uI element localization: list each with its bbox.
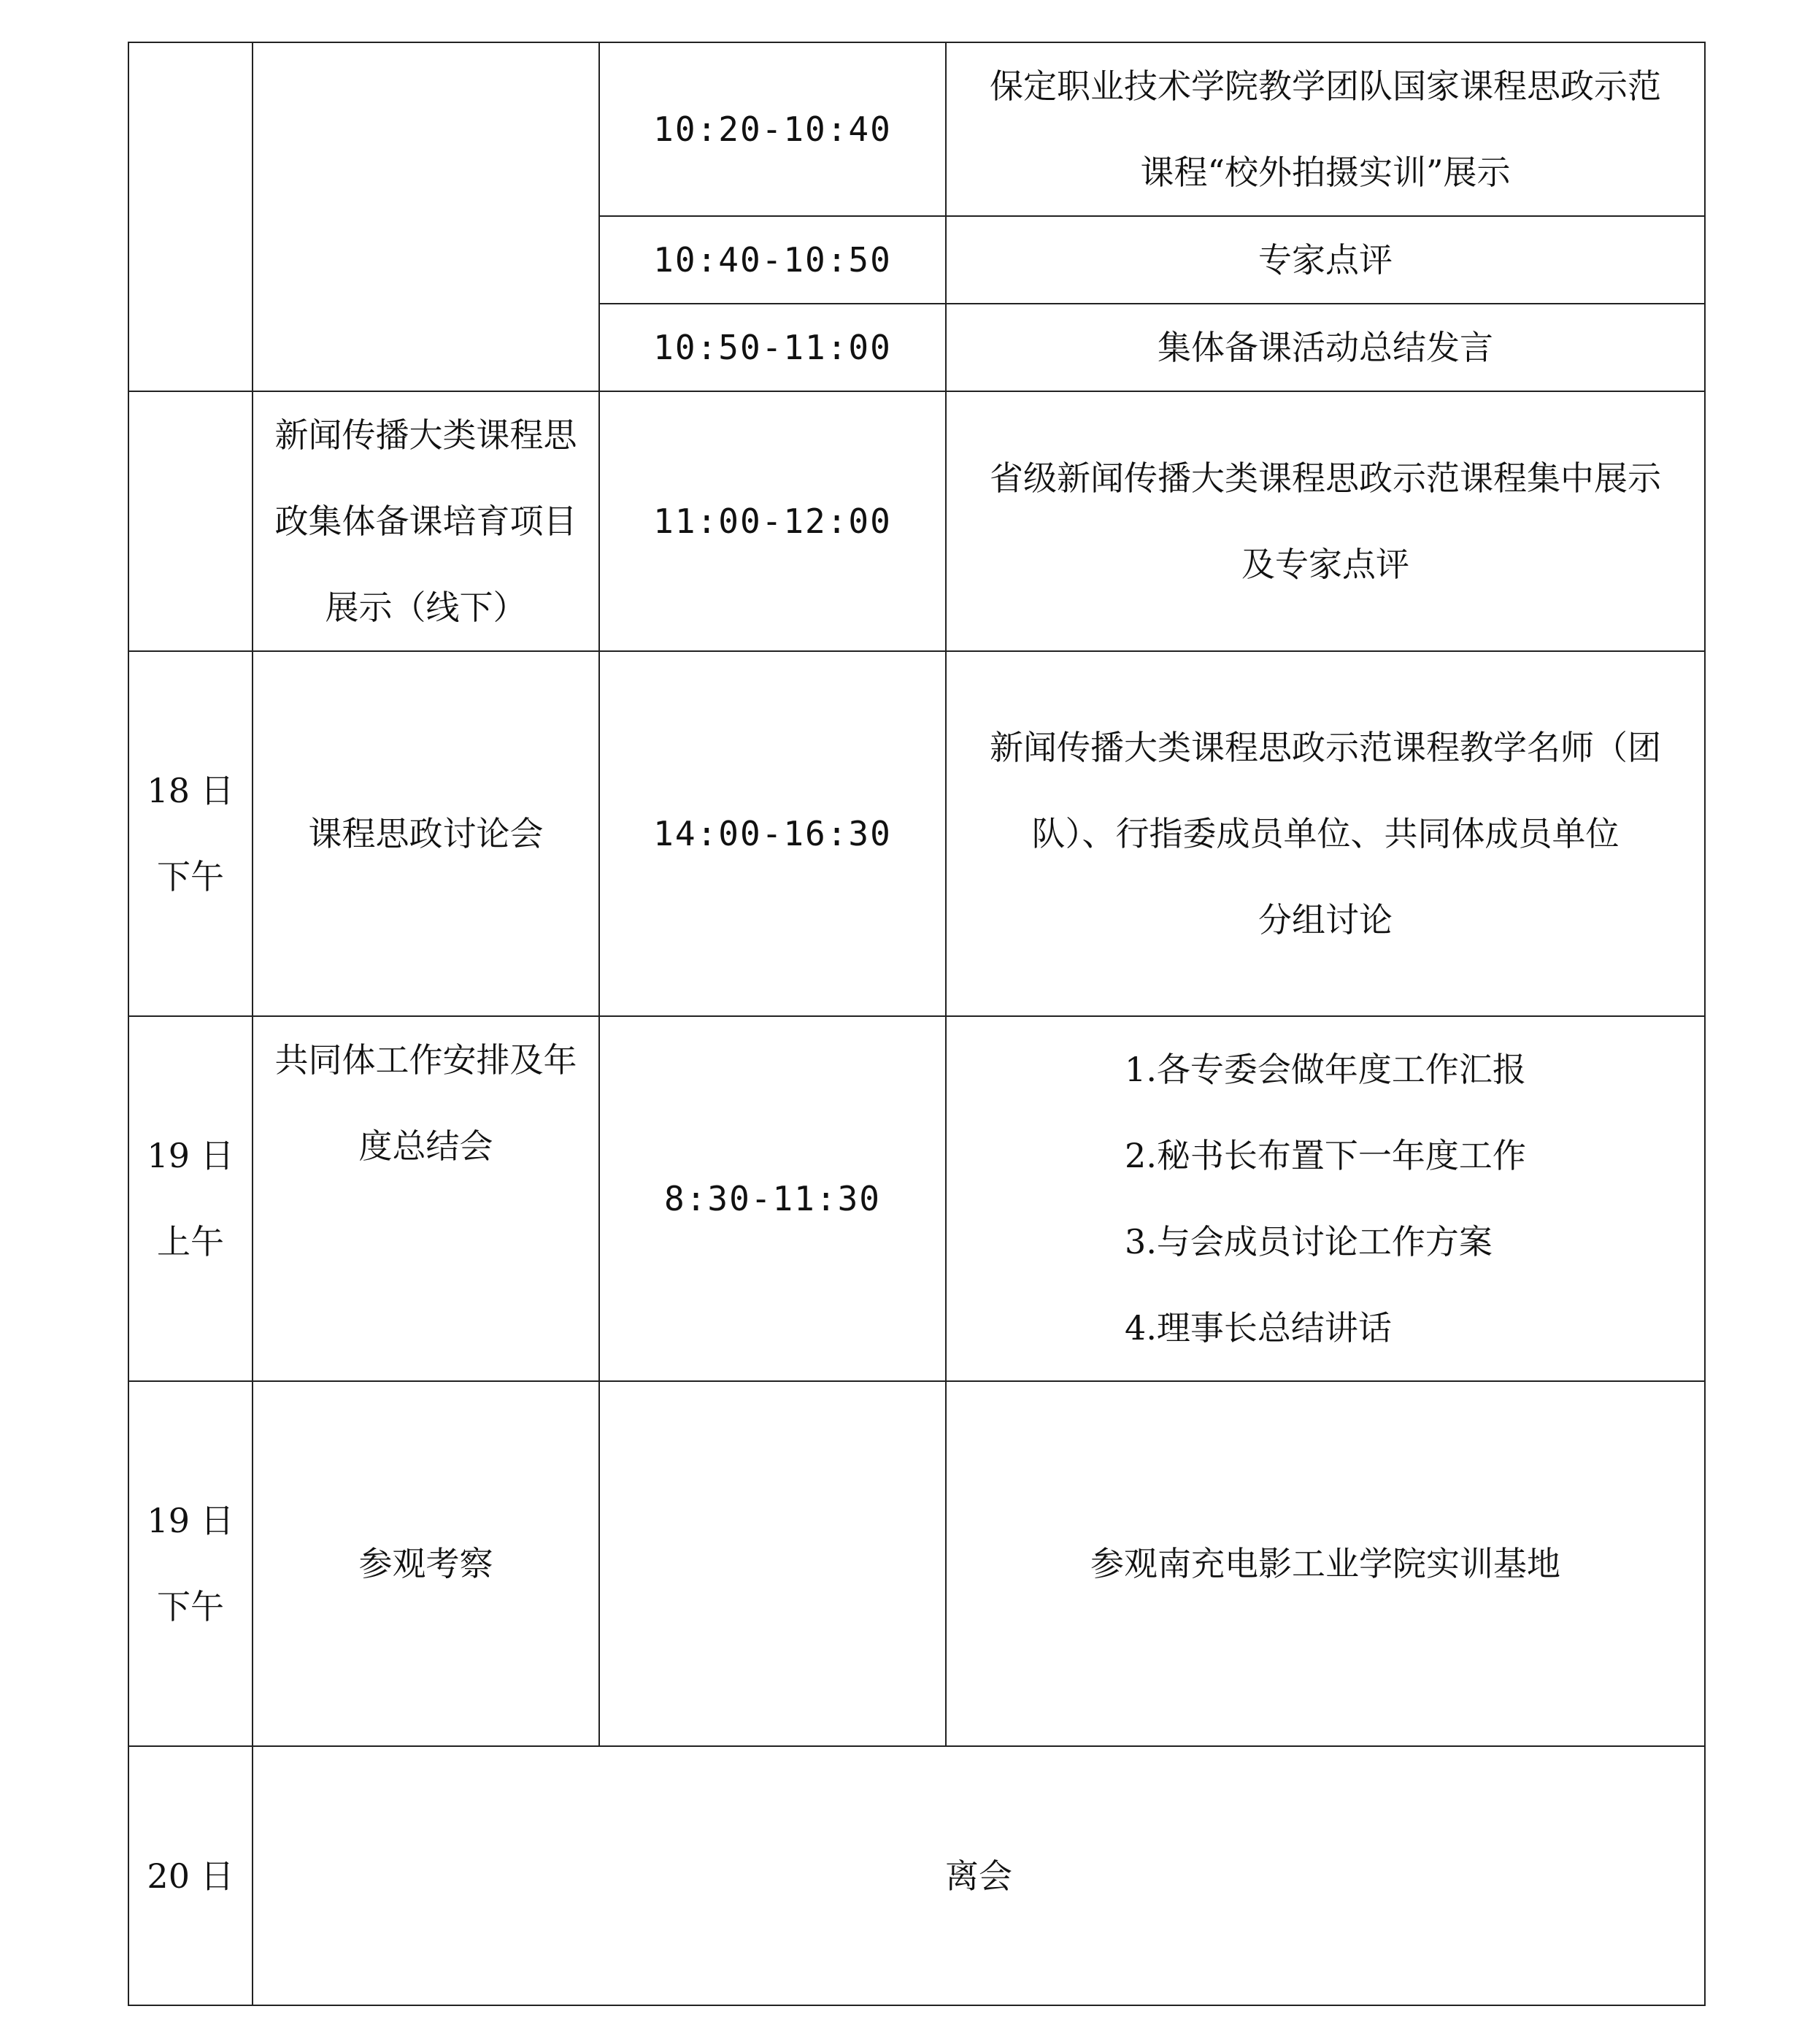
content-text: 集体备课活动总结发言 bbox=[1158, 328, 1493, 367]
day-cell bbox=[128, 1381, 253, 1746]
time-cell bbox=[599, 1381, 946, 1746]
list-item: 3.与会成员讨论工作方案 bbox=[1125, 1222, 1493, 1261]
schedule-table bbox=[128, 42, 1706, 2006]
time-text: 8:30-11:30 bbox=[664, 1179, 881, 1218]
content-text: 参观南充电影工业学院实训基地 bbox=[1090, 1544, 1560, 1583]
list-item: 2.秘书长布置下一年度工作 bbox=[1125, 1136, 1526, 1175]
time-cell bbox=[599, 1016, 946, 1381]
content-text: 离会 bbox=[945, 1856, 1012, 1896]
day-line: 19 日 bbox=[147, 1136, 234, 1175]
content-line: 及专家点评 bbox=[1241, 545, 1409, 584]
content-line: 课程“校外拍摄实训”展示 bbox=[1140, 153, 1511, 192]
time-cell bbox=[599, 651, 946, 1016]
session-line: 展示（线下） bbox=[325, 588, 527, 627]
day-cell bbox=[128, 1746, 253, 2005]
content-cell bbox=[946, 651, 1705, 1016]
day-line: 上午 bbox=[157, 1222, 224, 1261]
list-item: 4.理事长总结讲话 bbox=[1125, 1308, 1392, 1348]
content-cell bbox=[946, 1016, 1705, 1381]
time-cell bbox=[599, 42, 946, 216]
table-row bbox=[128, 1746, 1705, 2005]
content-cell bbox=[946, 304, 1705, 391]
content-line: 新闻传播大类课程思政示范课程教学名师（团 bbox=[990, 728, 1661, 767]
day-cell-continued bbox=[128, 42, 253, 391]
session-cell bbox=[253, 391, 599, 651]
content-line: 分组讨论 bbox=[1258, 900, 1393, 940]
content-cell bbox=[946, 216, 1705, 304]
time-cell bbox=[599, 304, 946, 391]
session-line: 度总结会 bbox=[358, 1126, 493, 1166]
day-cell-continued bbox=[128, 391, 253, 651]
table-row bbox=[128, 651, 1705, 1016]
content-cell-merged bbox=[253, 1746, 1705, 2005]
session-text: 参观考察 bbox=[358, 1544, 493, 1583]
content-line: 省级新闻传播大类课程思政示范课程集中展示 bbox=[990, 458, 1661, 498]
content-cell bbox=[946, 42, 1705, 216]
time-cell bbox=[599, 391, 946, 651]
table-row bbox=[128, 42, 1705, 216]
session-line: 政集体备课培育项目 bbox=[274, 502, 577, 541]
agenda-list bbox=[1125, 1026, 1526, 1371]
day-cell bbox=[128, 651, 253, 1016]
time-text: 10:50-11:00 bbox=[653, 328, 892, 367]
session-cell bbox=[253, 1381, 599, 1746]
day-cell bbox=[128, 1016, 253, 1381]
session-line: 新闻传播大类课程思 bbox=[274, 415, 577, 455]
session-cell bbox=[253, 1016, 599, 1381]
table-row bbox=[128, 391, 1705, 651]
session-line: 共同体工作安排及年 bbox=[274, 1040, 577, 1080]
time-text: 10:40-10:50 bbox=[653, 240, 892, 280]
time-text: 10:20-10:40 bbox=[653, 110, 892, 149]
time-cell bbox=[599, 216, 946, 304]
session-text: 课程思政讨论会 bbox=[308, 814, 544, 853]
content-text: 专家点评 bbox=[1258, 240, 1393, 280]
table-row bbox=[128, 1016, 1705, 1381]
session-cell bbox=[253, 651, 599, 1016]
day-line: 下午 bbox=[157, 1587, 224, 1626]
content-cell bbox=[946, 1381, 1705, 1746]
list-item: 1.各专委会做年度工作汇报 bbox=[1125, 1050, 1526, 1089]
day-line: 18 日 bbox=[147, 771, 234, 810]
time-text: 14:00-16:30 bbox=[653, 814, 892, 853]
content-line: 保定职业技术学院教学团队国家课程思政示范 bbox=[990, 66, 1661, 106]
content-line: 队）、行指委成员单位、共同体成员单位 bbox=[1031, 814, 1620, 853]
day-line: 19 日 bbox=[147, 1501, 234, 1540]
time-text: 11:00-12:00 bbox=[653, 502, 892, 541]
table-row bbox=[128, 1381, 1705, 1746]
day-line: 下午 bbox=[157, 857, 224, 896]
content-cell bbox=[946, 391, 1705, 651]
session-cell-continued bbox=[253, 42, 599, 391]
day-text: 20 日 bbox=[147, 1856, 234, 1896]
